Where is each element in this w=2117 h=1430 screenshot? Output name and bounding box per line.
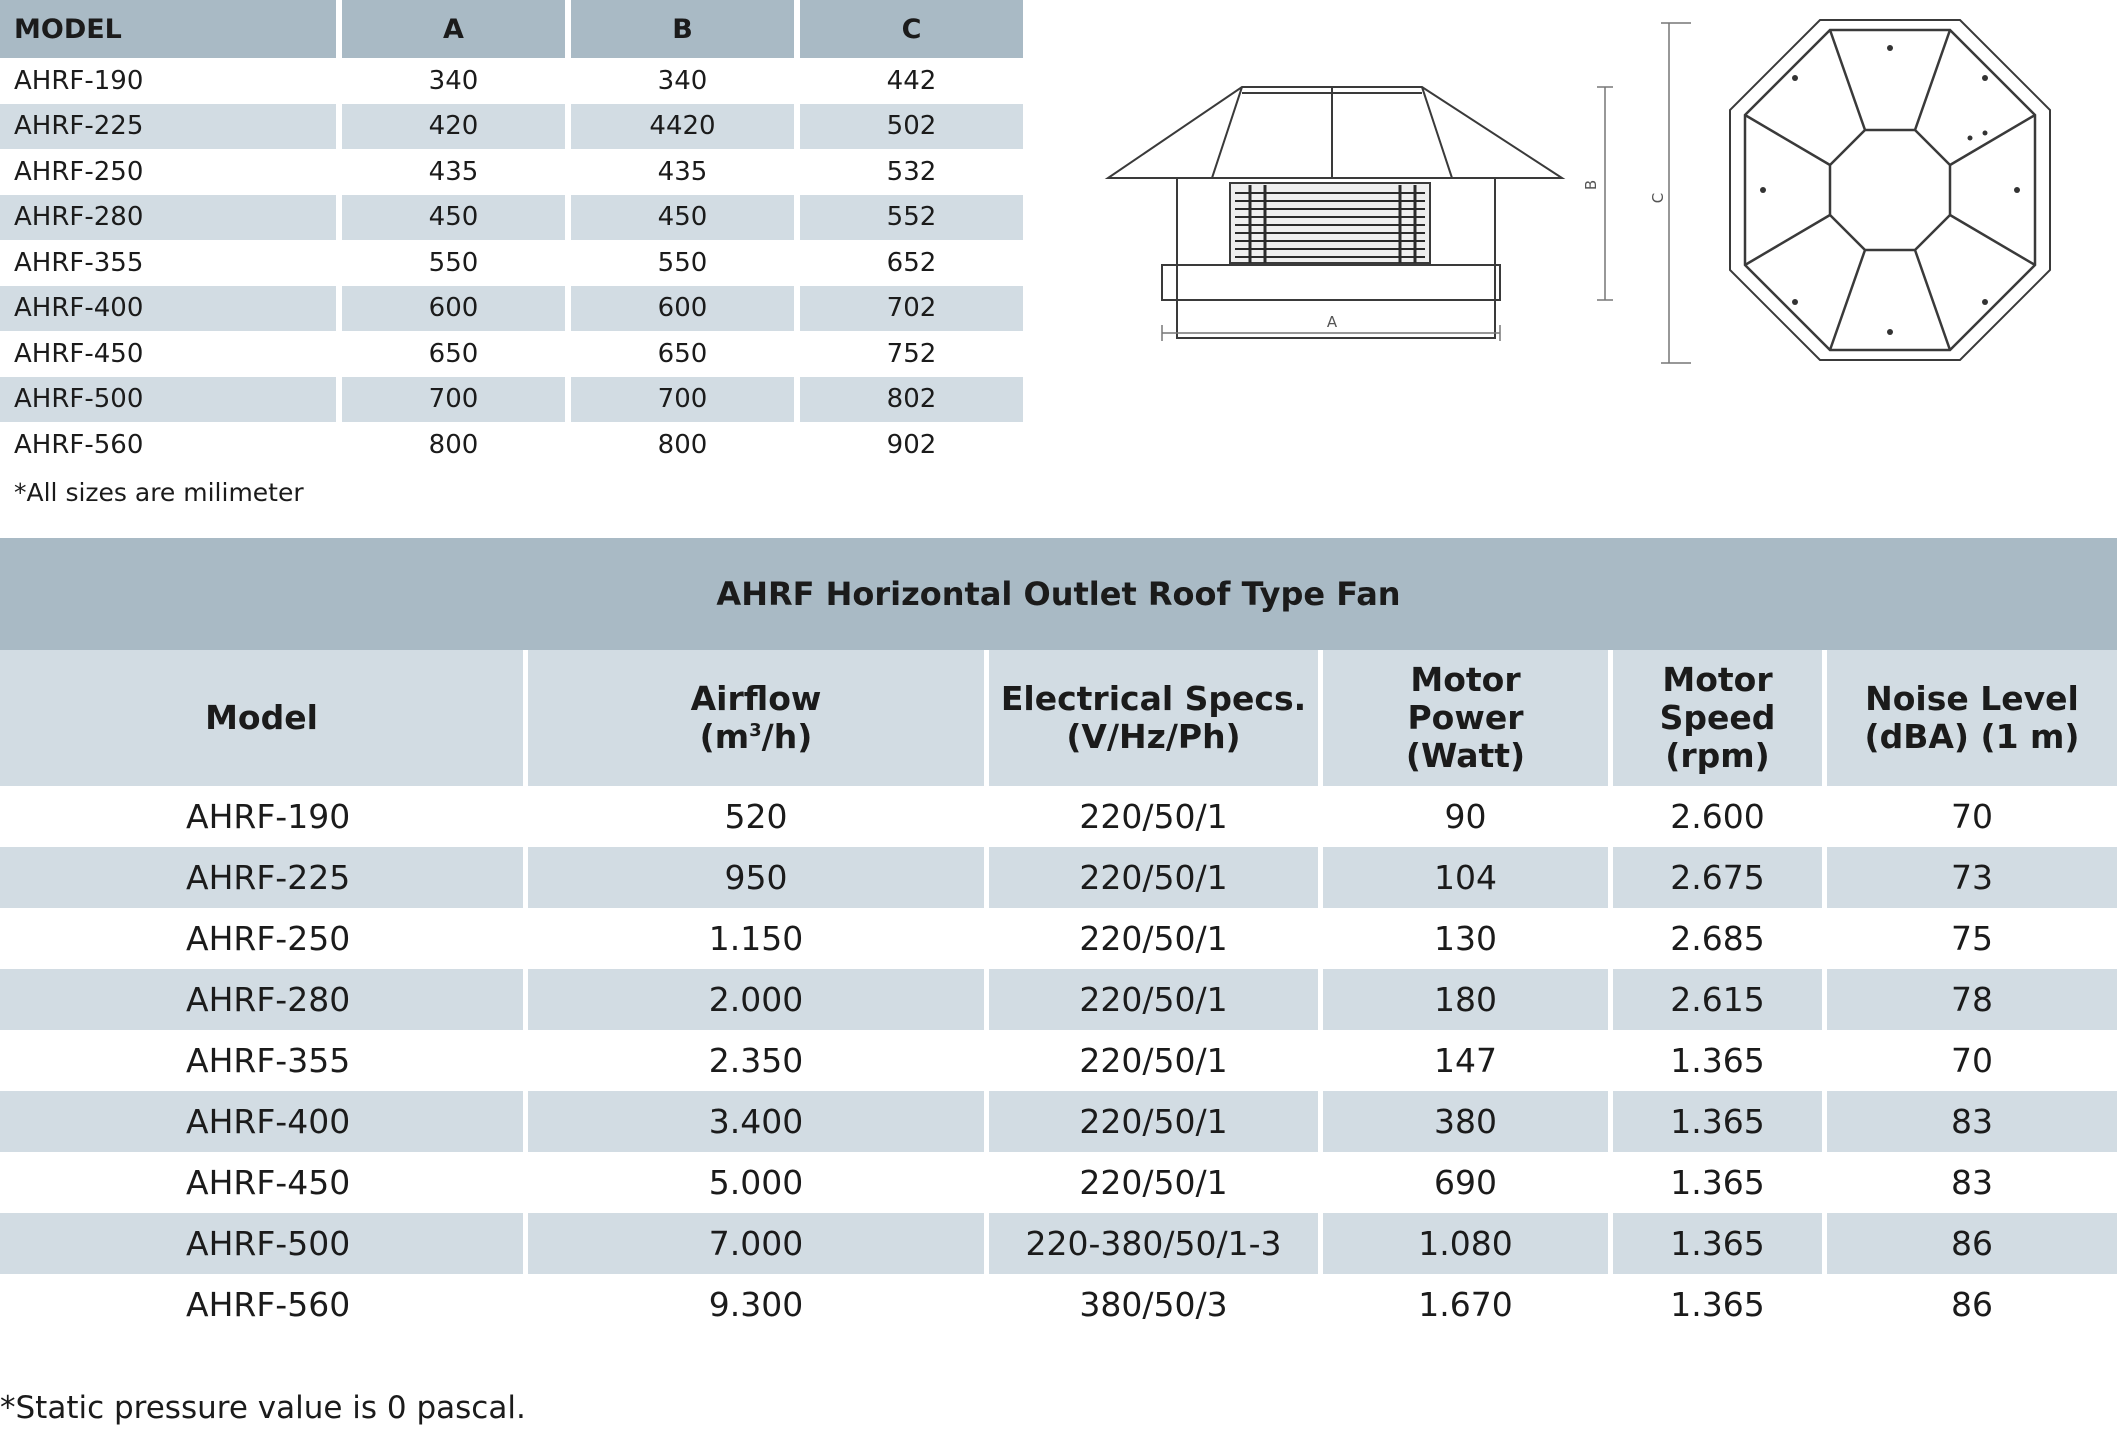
dimension-cell: 700 [565,377,794,423]
dimension-cell: 702 [794,286,1023,332]
header-motor-speed [1608,650,1822,786]
table-row [0,969,2117,1030]
header-c: C [794,0,1023,58]
power-cell: 90 [1318,786,1608,847]
table-row [0,240,1033,286]
dimension-label-a: A [1326,313,1338,331]
table-row [0,847,2117,908]
airflow-cell: 2.000 [523,969,984,1030]
power-cell: 180 [1318,969,1608,1030]
header-electrical [984,650,1318,786]
dimension-cell: 600 [565,286,794,332]
model-cell: AHRF-355 [14,247,144,278]
dimension-note: *All sizes are milimeter [14,478,304,507]
noise-cell: 86 [1822,1274,2117,1335]
electrical-cell: 220-380/50/1-3 [984,1213,1318,1274]
dimension-cell: 532 [794,149,1023,195]
model-cell: AHRF-450 [186,1163,351,1202]
speed-cell: 1.365 [1608,1274,1822,1335]
dimension-cell: 902 [794,422,1023,468]
header-power-line2: Power [1407,698,1524,738]
dimension-cell: 435 [336,149,565,195]
model-cell: AHRF-355 [186,1041,351,1080]
model-cell: AHRF-250 [186,919,351,958]
spec-table [0,538,2117,1335]
model-cell: AHRF-500 [0,377,336,423]
header-noise-label: Noise Level [1865,679,2079,719]
header-noise-unit: (dBA) (1 m) [1864,717,2080,756]
power-cell: 690 [1318,1152,1608,1213]
table-row [0,286,1033,332]
header-model [0,650,523,786]
airflow-cell: 7.000 [523,1213,984,1274]
power-cell: 380 [1318,1091,1608,1152]
model-cell: AHRF-400 [0,1091,523,1152]
airflow-cell: 1.150 [523,908,984,969]
table-row [0,377,1033,423]
model-cell: AHRF-225 [0,847,523,908]
table-row [0,422,1033,468]
table-row [0,1274,2117,1335]
power-cell: 104 [1318,847,1608,908]
header-airflow [523,650,984,786]
header-model: MODEL [0,0,336,58]
model-cell: AHRF-280 [0,195,336,241]
table-row [0,786,2117,847]
power-cell: 1.670 [1318,1274,1608,1335]
spec-table-header [0,650,2117,786]
table-row [0,908,2117,969]
speed-cell: 2.685 [1608,908,1822,969]
header-airflow-label: Airflow [690,679,822,719]
model-cell: AHRF-400 [0,286,336,332]
speed-cell: 2.675 [1608,847,1822,908]
dimension-cell: 4420 [565,104,794,150]
header-power-line1: Motor [1410,660,1521,700]
dimension-cell: 502 [794,104,1023,150]
electrical-cell: 220/50/1 [984,847,1318,908]
dimension-cell: 340 [565,58,794,104]
airflow-cell: 950 [523,847,984,908]
table-row [0,58,1033,104]
header-speed-line2: Speed [1659,698,1776,738]
model-cell: AHRF-250 [14,156,144,187]
electrical-cell: 220/50/1 [984,786,1318,847]
dimension-cell: 700 [336,377,565,423]
airflow-unit-pre: (m [699,717,750,756]
dimension-cell: 435 [565,149,794,195]
airflow-unit-post: /h) [761,717,813,756]
table-row [0,1030,2117,1091]
header-electrical-unit: (V/Hz/Ph) [1066,717,1241,756]
dimension-cell: 340 [336,58,565,104]
airflow-cell: 2.350 [523,1030,984,1091]
noise-cell: 70 [1822,786,2117,847]
noise-cell: 83 [1822,1152,2117,1213]
header-motor-power [1318,650,1608,786]
header-speed-line1: Motor [1662,660,1773,700]
dimension-cell: 550 [336,240,565,286]
dimension-cell: 800 [565,422,794,468]
noise-cell: 75 [1822,908,2117,969]
speed-cell: 1.365 [1608,1213,1822,1274]
dimension-cell: 442 [794,58,1023,104]
electrical-cell: 380/50/3 [984,1274,1318,1335]
dimension-cell: 550 [565,240,794,286]
model-cell: AHRF-450 [14,338,144,369]
airflow-cell: 9.300 [523,1274,984,1335]
dimension-cell: 600 [336,286,565,332]
header-b: B [565,0,794,58]
noise-cell: 73 [1822,847,2117,908]
airflow-cell: 3.400 [523,1091,984,1152]
model-cell: AHRF-560 [14,429,144,460]
header-speed-unit: (rpm) [1665,735,1770,775]
table-row [0,1152,2117,1213]
dimension-cell: 652 [794,240,1023,286]
table-row [0,104,1033,150]
noise-cell: 70 [1822,1030,2117,1091]
dimension-label-b: B [1582,179,1600,191]
electrical-cell: 220/50/1 [984,969,1318,1030]
electrical-cell: 220/50/1 [984,1091,1318,1152]
airflow-cell: 5.000 [523,1152,984,1213]
model-cell: AHRF-190 [186,797,351,836]
noise-cell: 78 [1822,969,2117,1030]
dimension-cell: 552 [794,195,1023,241]
dimension-cell: 800 [336,422,565,468]
table-row [0,331,1033,377]
dimension-table [0,0,1033,468]
dimension-table-header [0,0,1033,58]
spec-note: *Static pressure value is 0 pascal. [0,1390,526,1426]
dimension-cell: 420 [336,104,565,150]
header-power-unit: (Watt) [1405,735,1526,775]
airflow-unit-sup: 3 [749,720,762,741]
header-noise-level [1822,650,2117,786]
model-cell: AHRF-225 [0,104,336,150]
model-cell: AHRF-190 [14,65,144,96]
power-cell: 147 [1318,1030,1608,1091]
table-row [0,149,1033,195]
table-row [0,195,1033,241]
electrical-cell: 220/50/1 [984,1030,1318,1091]
dimension-cell: 650 [565,331,794,377]
header-electrical-label: Electrical Specs. [1000,679,1307,719]
electrical-cell: 220/50/1 [984,1152,1318,1213]
side-view-drawing [1100,75,1620,350]
noise-cell: 83 [1822,1091,2117,1152]
speed-cell: 2.615 [1608,969,1822,1030]
dimension-label-c: C [1649,192,1667,204]
power-cell: 130 [1318,908,1608,969]
table-row [0,1213,2117,1274]
dimension-cell: 650 [336,331,565,377]
speed-cell: 1.365 [1608,1091,1822,1152]
power-cell: 1.080 [1318,1213,1608,1274]
speed-cell: 1.365 [1608,1030,1822,1091]
header-a: A [336,0,565,58]
dimension-cell: 450 [565,195,794,241]
model-cell: AHRF-560 [186,1285,351,1324]
model-cell: AHRF-500 [0,1213,523,1274]
model-cell: AHRF-280 [0,969,523,1030]
spec-table-title: AHRF Horizontal Outlet Roof Type Fan [0,538,2117,650]
noise-cell: 86 [1822,1213,2117,1274]
speed-cell: 1.365 [1608,1152,1822,1213]
header-airflow-unit [700,718,813,756]
table-row [0,1091,2117,1152]
dimension-cell: 450 [336,195,565,241]
airflow-cell: 520 [523,786,984,847]
electrical-cell: 220/50/1 [984,908,1318,969]
dimension-cell: 752 [794,331,1023,377]
dimension-cell: 802 [794,377,1023,423]
top-view-drawing [1649,18,2095,368]
header-model-label: Model [205,698,318,738]
speed-cell: 2.600 [1608,786,1822,847]
